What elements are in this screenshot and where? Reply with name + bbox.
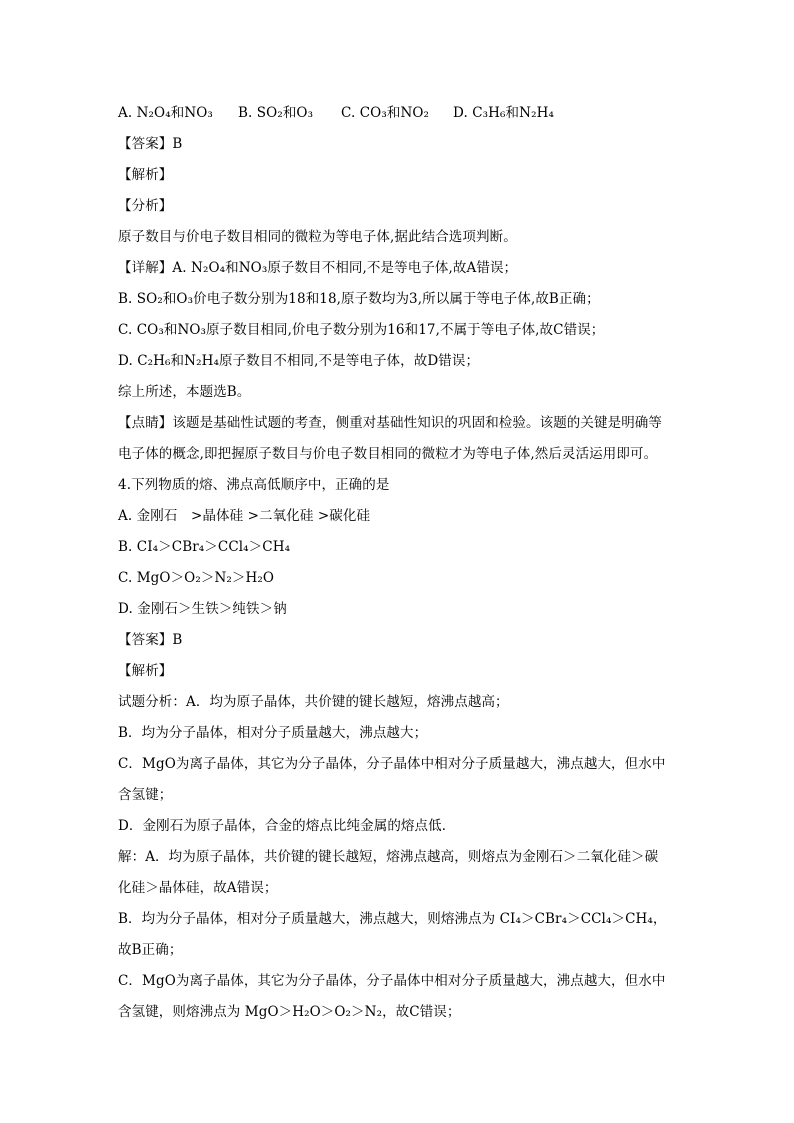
q4-solution-b-line-1: B．均为分子晶体，相对分子质量越大，沸点越大，则熔沸点为 CI₄＞CBr₄＞CCl₄＞CH₄，	[118, 911, 667, 927]
option-c: C. CO₃和NO₂	[341, 105, 430, 121]
q4-analysis-b: B．均为分子晶体，相对分子质量越大，沸点越大；	[118, 725, 428, 741]
q4-analysis-heading: 【解析】	[118, 663, 173, 679]
option-d: D. C₃H₆和N₂H₄	[453, 105, 554, 121]
answer-label: 【答案】B	[118, 136, 183, 152]
option-a: A. N₂O₄和NO₃	[118, 105, 213, 121]
question-options-row	[118, 104, 554, 122]
q4-solution-b-line-2: 故B正确；	[118, 942, 183, 958]
q4-option-a: A. 金刚石 >晶体硅 >二氧化硅 >碳化硅	[118, 508, 371, 524]
q4-analysis-d: D．金刚石为原子晶体，合金的熔点比纯金属的熔点低．	[118, 818, 456, 834]
q4-solution-c-line-2: 含氢键，则熔沸点为 MgO＞H₂O＞O₂＞N₂，故C错误；	[118, 1004, 461, 1020]
q4-option-d: D. 金刚石＞生铁＞纯铁＞钠	[118, 601, 287, 617]
q4-solution-a-line-1: 解：A．均为原子晶体，共价键的键长越短，熔沸点越高，则熔点为金刚石＞二氧化硅＞碳	[118, 849, 659, 865]
comment-line-2: 电子体的概念,即把握原子数目与价电子数目相同的微粒才为等电子体,然后灵活运用即可。	[118, 446, 658, 462]
analysis-text: 原子数目与价电子数目相同的微粒为等电子体,据此结合选项判断。	[118, 229, 517, 245]
q4-analysis-c-line-2: 含氢键；	[118, 787, 173, 803]
q4-solution-c-line-1: C．MgO为离子晶体，其它为分子晶体，分子晶体中相对分子质量越大，沸点越大，但水中	[118, 973, 666, 989]
detail-b: B. SO₂和O₃价电子数分别为18和18,原子数均为3,所以属于等电子体,故B正确；	[118, 291, 600, 307]
detail-a: 【详解】A. N₂O₄和NO₃原子数目不相同,不是等电子体,故A错误；	[118, 260, 518, 276]
detail-d: D. C₂H₆和N₂H₄原子数目不相同,不是等电子体，故D错误；	[118, 353, 480, 369]
analysis-subheading: 【分析】	[118, 198, 173, 214]
question-4-title: 4.下列物质的熔、沸点高低顺序中，正确的是	[118, 477, 390, 493]
option-b: B. SO₂和O₃	[238, 105, 314, 121]
q4-option-b: B. CI₄＞CBr₄＞CCl₄＞CH₄	[118, 539, 291, 555]
q4-analysis-a: 试题分析：A．均为原子晶体，共价键的键长越短，熔沸点越高；	[118, 694, 509, 710]
q4-analysis-c-line-1: C．MgO为离子晶体，其它为分子晶体，分子晶体中相对分子质量越大，沸点越大，但水中	[118, 756, 666, 772]
q4-option-c: C. MgO＞O₂＞N₂＞H₂O	[118, 570, 275, 586]
comment-line-1: 【点睛】该题是基础性试题的考查，侧重对基础性知识的巩固和检验。该题的关键是明确等	[118, 415, 662, 431]
q4-solution-a-line-2: 化硅＞晶体硅，故A错误；	[118, 880, 278, 896]
analysis-heading: 【解析】	[118, 167, 173, 183]
summary: 综上所述，本题选B。	[118, 384, 251, 400]
q4-answer-label: 【答案】B	[118, 632, 183, 648]
detail-c: C. CO₃和NO₃原子数目相同,价电子数分别为16和17,不属于等电子体,故C错误；	[118, 322, 605, 338]
